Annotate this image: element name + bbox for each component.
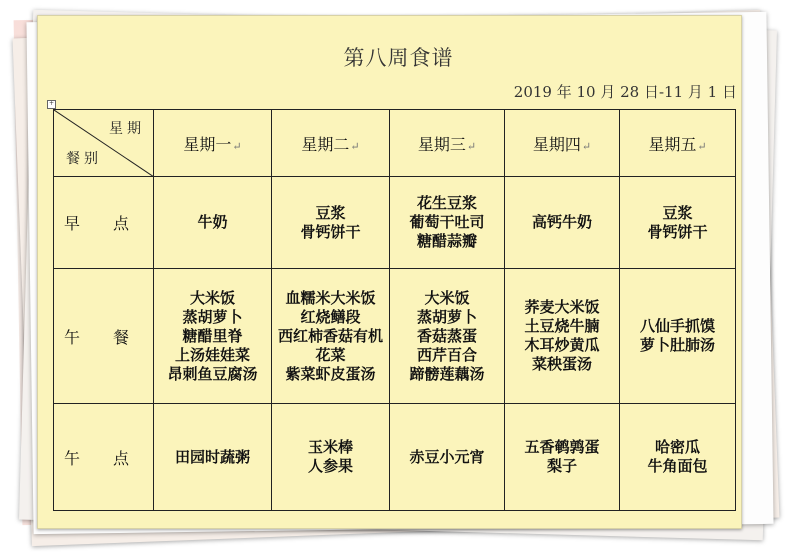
menu-item: 香菇蒸蛋 [416, 326, 477, 345]
meal-label: 午 餐 [54, 269, 154, 404]
day-header: 星期四↵ [505, 110, 620, 177]
menu-item: 玉米棒 [307, 438, 353, 456]
menu-item: 糖醋里脊 [182, 326, 243, 345]
menu-cell [620, 269, 736, 404]
menu-cell [154, 177, 272, 269]
menu-item: 蹄髈莲藕汤 [409, 364, 485, 383]
corner-header-cell [54, 110, 154, 177]
menu-item: 骨钙饼干 [300, 222, 361, 241]
menu-cell [154, 269, 272, 404]
meal-label: 早 点 [54, 177, 154, 269]
header-row [54, 110, 736, 177]
menu-item: 萝卜肚肺汤 [639, 336, 715, 354]
menu-item: 豆浆 [662, 203, 693, 222]
menu-item: 木耳炒黄瓜 [524, 336, 600, 354]
corner-meal-label: 餐别 [66, 151, 102, 167]
menu-item: 菜秧蛋汤 [531, 355, 592, 373]
menu-table [53, 109, 736, 511]
menu-item: 血糯米大米饭 [285, 288, 376, 307]
menu-item: 花生豆浆 [416, 194, 477, 212]
menu-cell [272, 177, 390, 269]
menu-item: 花菜 [315, 345, 346, 364]
menu-cell [505, 269, 620, 404]
menu-item: 西芹百合 [416, 345, 477, 364]
menu-item: 蒸胡萝卜 [416, 307, 477, 326]
menu-item: 糖醋蒜瓣 [416, 232, 477, 250]
page-title: 第八周食谱 [343, 46, 454, 70]
menu-item: 高钙牛奶 [531, 213, 592, 231]
menu-cell [272, 269, 390, 404]
menu-item: 赤豆小元宵 [409, 447, 485, 466]
menu-cell [620, 177, 736, 269]
day-header: 星期二↵ [272, 110, 390, 177]
menu-item: 土豆烧牛腩 [524, 317, 600, 335]
meal-label: 午 点 [54, 404, 154, 511]
menu-item: 红烧鳝段 [300, 307, 361, 326]
menu-cell [154, 404, 272, 511]
menu-item: 荞麦大米饭 [524, 298, 600, 316]
menu-item: 田园时蔬粥 [174, 447, 250, 466]
menu-cell [390, 404, 505, 511]
menu-item: 上汤娃娃菜 [174, 345, 250, 364]
menu-item: 八仙手抓馍 [639, 317, 715, 335]
menu-item: 紫菜虾皮蛋汤 [285, 364, 376, 383]
menu-item: 蒸胡萝卜 [182, 307, 243, 326]
day-header: 星期五↵ [620, 110, 736, 177]
table-move-handle-icon[interactable]: + [48, 100, 55, 107]
menu-item: 昂刺鱼豆腐汤 [167, 364, 258, 383]
menu-item: 哈密瓜 [654, 438, 700, 456]
menu-item: 豆浆 [315, 203, 346, 222]
menu-cell [505, 177, 620, 269]
menu-cell [505, 404, 620, 511]
menu-item: 西红柿香菇有机 [277, 326, 383, 345]
menu-item: 牛奶 [197, 213, 228, 231]
menu-item: 梨子 [546, 457, 577, 475]
menu-cell [390, 269, 505, 404]
menu-item: 骨钙饼干 [647, 222, 708, 241]
menu-item: 五香鹌鹑蛋 [524, 438, 600, 456]
menu-item: 大米饭 [424, 288, 470, 307]
menu-item: 牛角面包 [647, 457, 708, 475]
menu-item: 葡萄干吐司 [409, 213, 485, 231]
day-header: 星期一↵ [154, 110, 272, 177]
corner-day-label: 星期 [109, 121, 145, 137]
meal-row-snack [54, 404, 736, 511]
menu-cell [390, 177, 505, 269]
menu-cell [620, 404, 736, 511]
menu-item: 大米饭 [189, 288, 235, 307]
menu-cell [272, 404, 390, 511]
date-range: 2019 年 10 月 28 日-11 月 1 日 [513, 83, 737, 101]
day-header: 星期三↵ [390, 110, 505, 177]
meal-row-breakfast [54, 177, 736, 269]
meal-row-lunch [54, 269, 736, 404]
menu-item: 人参果 [307, 457, 353, 475]
